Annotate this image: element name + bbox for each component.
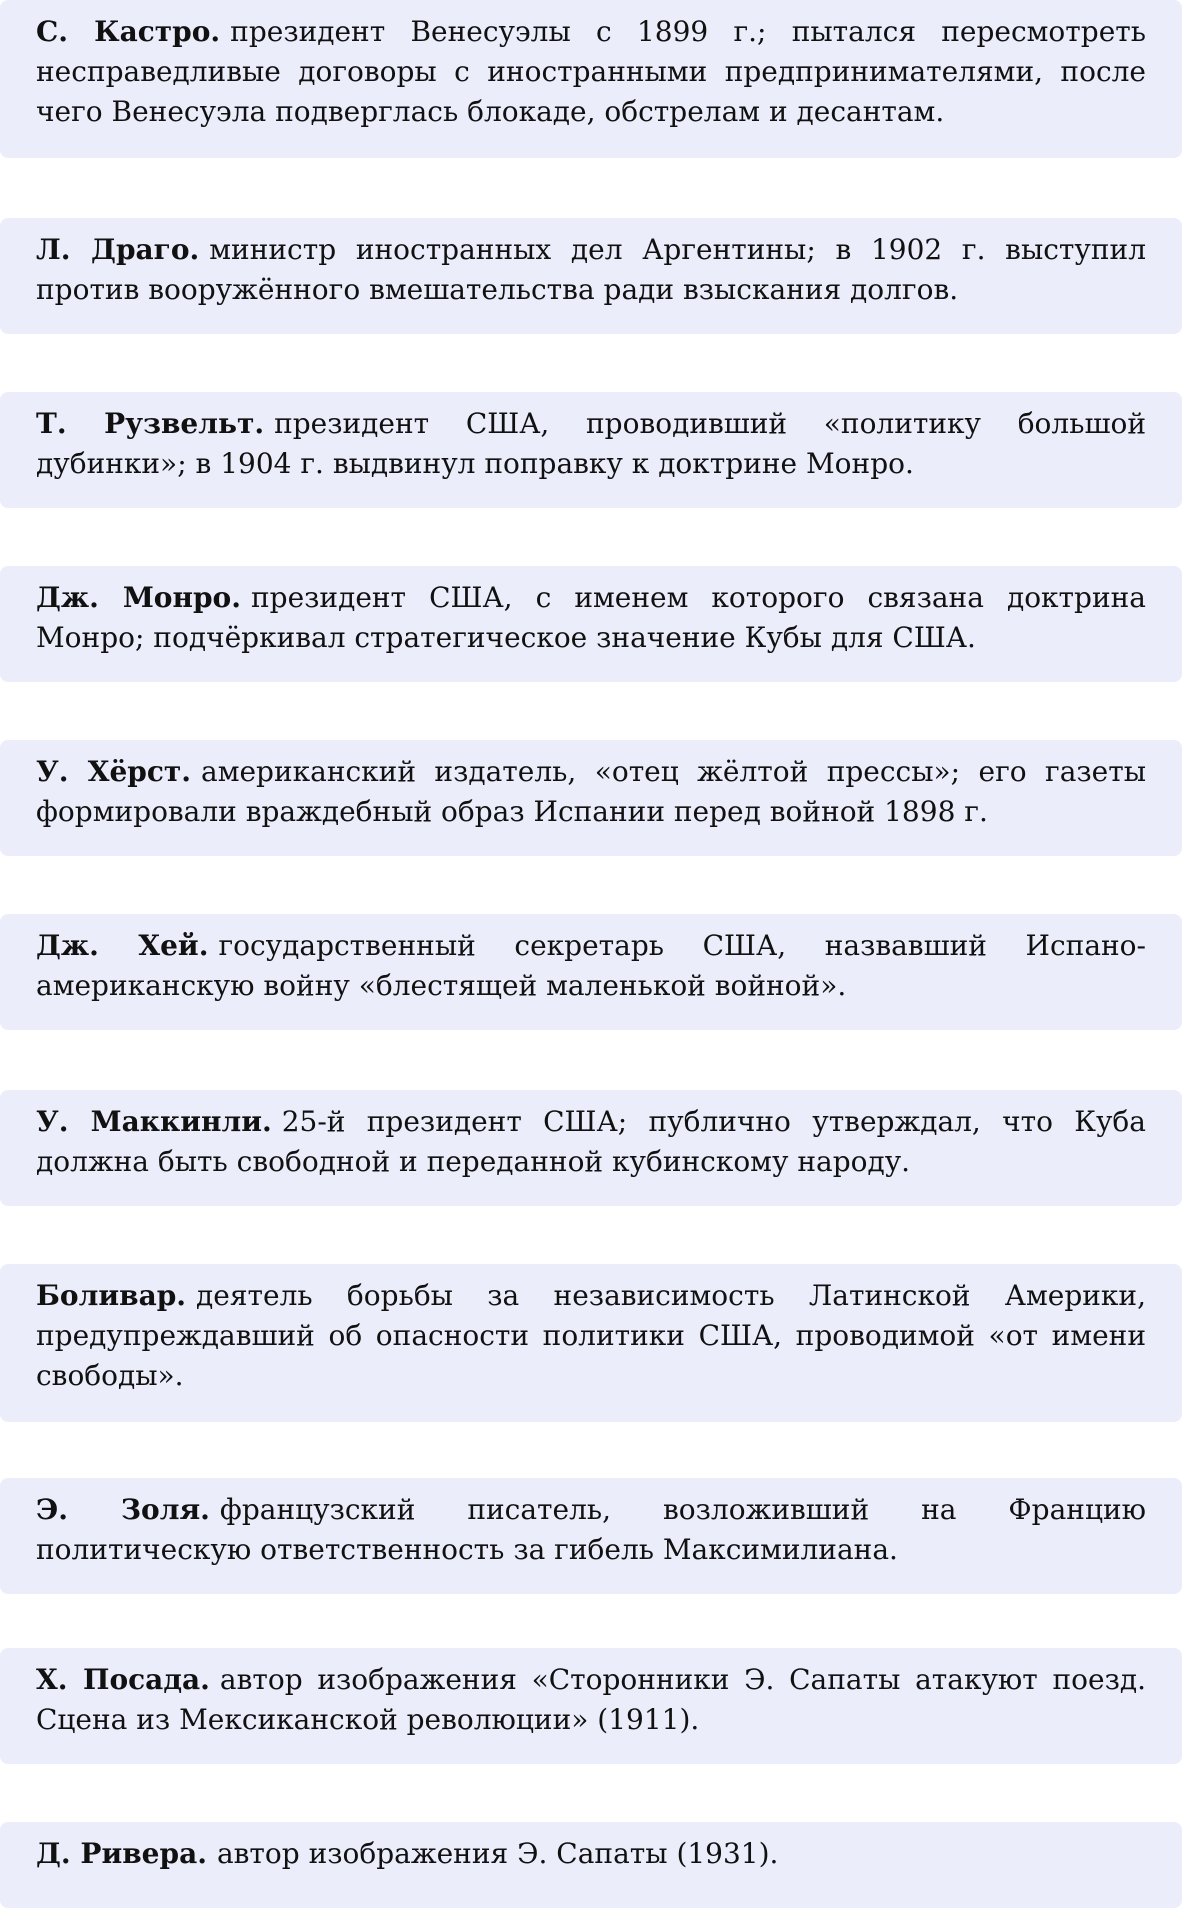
- entry-text: автор изображения «Сторонники Э. Сапаты атакуют поезд. Сцена из Мексиканской революции» (1911).: [36, 1663, 1146, 1736]
- entry-text: президент США, с именем которого связана доктрина Монро; подчёркивал стратегическое значение Кубы для США.: [36, 581, 1146, 654]
- entry-text: министр иностранных дел Аргентины; в 1902 г. выступил против вооружённого вмешательства ради взыскания долгов.: [36, 233, 1146, 306]
- entry-paragraph: [36, 230, 1146, 310]
- entry-roosevelt: [0, 392, 1182, 508]
- entry-name: Л. Драго.: [36, 233, 200, 266]
- entry-castro: [0, 0, 1182, 158]
- entry-hay: [0, 914, 1182, 1030]
- entry-text: французский писатель, возложивший на Францию политическую ответственность за гибель Максимилиана.: [36, 1493, 1147, 1566]
- entry-paragraph: [36, 1660, 1146, 1740]
- entry-drago: [0, 218, 1182, 334]
- entry-paragraph: [36, 1276, 1146, 1396]
- entry-name: Д. Ривера.: [36, 1837, 207, 1870]
- entry-name: С. Кастро.: [36, 15, 221, 48]
- entry-text: президент США, проводивший «политику большой дубинки»; в 1904 г. выдвинул поправку к доктрине Монро.: [36, 407, 1147, 480]
- entry-text: государственный секретарь США, назвавший Испано-американскую войну «блестящей маленькой войной».: [36, 929, 1146, 1002]
- entry-paragraph: [36, 404, 1146, 484]
- entry-name: Дж. Монро.: [36, 581, 241, 614]
- entry-paragraph: [36, 1102, 1146, 1182]
- entry-name: Дж. Хей.: [36, 929, 209, 962]
- entry-paragraph: [36, 12, 1146, 132]
- entry-paragraph: [36, 926, 1146, 1006]
- entry-monroe: [0, 566, 1182, 682]
- entry-name: У. Хёрст.: [36, 755, 192, 788]
- entry-paragraph: [36, 578, 1146, 658]
- entry-bolivar: [0, 1264, 1182, 1422]
- entry-text: 25-й президент США; публично утверждал, что Куба должна быть свободной и переданной кубинскому народу.: [36, 1105, 1146, 1178]
- entry-text: президент Венесуэлы с 1899 г.; пытался пересмотреть несправедливые договоры с иностранными предпринимателями, после чего Венесуэла подверглась блокаде, обстрелам и десантам.: [36, 15, 1147, 128]
- entry-name: Э. Золя.: [36, 1493, 210, 1526]
- entry-text: автор изображения Э. Сапаты (1931).: [216, 1837, 779, 1870]
- entry-hearst: [0, 740, 1182, 856]
- entry-zola: [0, 1478, 1182, 1594]
- entry-text: американский издатель, «отец жёлтой прессы»; его газеты формировали враждебный образ Испании перед войной 1898 г.: [36, 755, 1147, 828]
- entry-name: Боливар.: [36, 1279, 187, 1312]
- entry-paragraph: [36, 1490, 1146, 1570]
- entry-name: Х. Посада.: [36, 1663, 210, 1696]
- entry-rivera: [0, 1822, 1182, 1908]
- entry-text: деятель борьбы за независимость Латинской Америки, предупреждавший об опасности политики США, проводимой «от имени свободы».: [36, 1279, 1146, 1392]
- entry-mckinley: [0, 1090, 1182, 1206]
- entry-name: Т. Рузвельт.: [36, 407, 265, 440]
- entry-posada: [0, 1648, 1182, 1764]
- entry-name: У. Маккинли.: [36, 1105, 272, 1138]
- entry-paragraph: [36, 752, 1146, 832]
- entry-paragraph: [36, 1834, 1146, 1874]
